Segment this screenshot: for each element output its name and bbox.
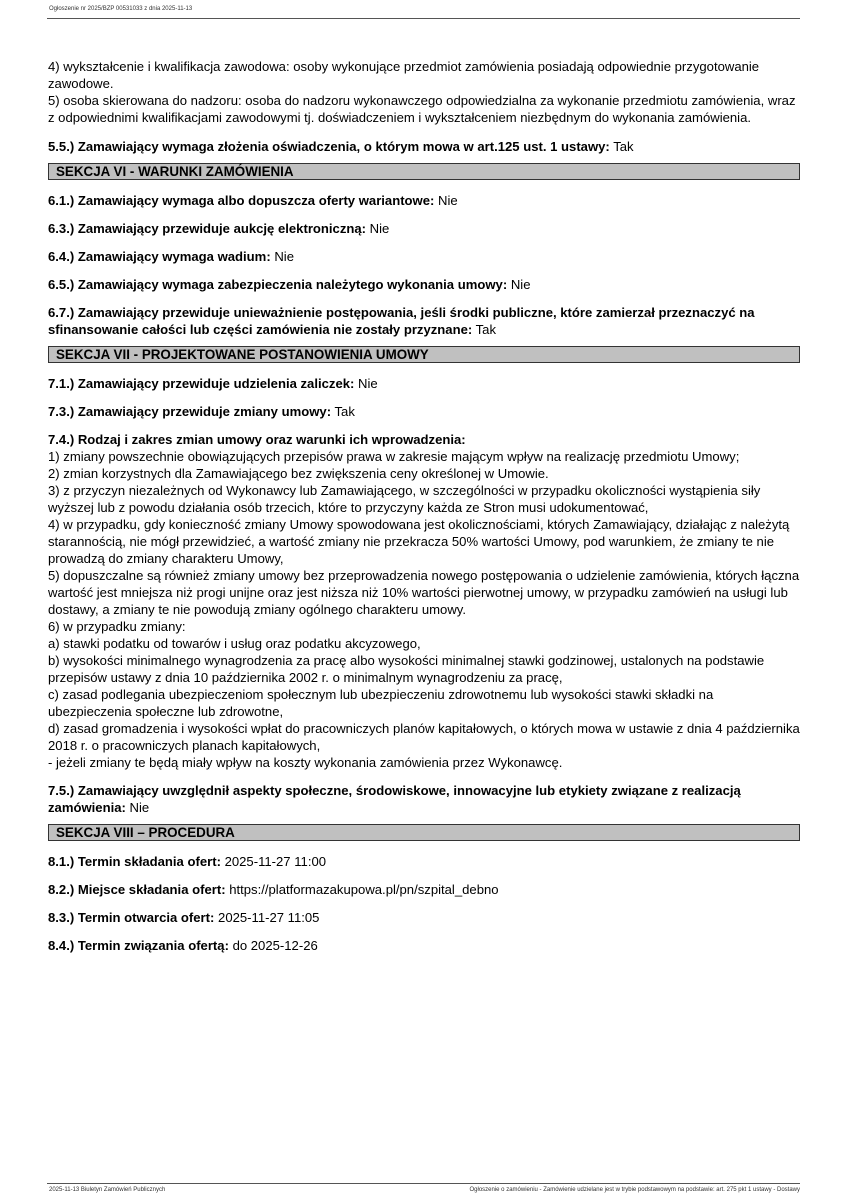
- intro-line: 5) osoba skierowana do nadzoru: osoba do nadzoru wykonawczego odpowiedzialna za wykonanie przedmiotu zamówienia, wraz z odpowiednimi kwalifikacjami zawodowymi tj. doświadczeniem i wykształceniem niezbędnym do wykonania zamówienia.: [48, 93, 796, 125]
- item-8-3: [48, 909, 800, 926]
- intro-line: 4) wykształcenie i kwalifikacja zawodowa: osoby wykonujące przedmiot zamówienia posiadają odpowiednie przygotowanie zawodowe.: [48, 59, 760, 91]
- item-label: 8.2.) Miejsce składania ofert:: [48, 882, 226, 897]
- footer-right-text: Ogłoszenie o zamówieniu - Zamówienie udzielane jest w trybie podstawowym na podstawie: art. 275 pkt 1 ustawy - Dostawy: [469, 1187, 800, 1193]
- change-line: a) stawki podatku od towarów i usług oraz podatku akcyzowego,: [48, 636, 421, 651]
- item-6-7: [48, 304, 800, 338]
- item-label: 7.4.) Rodzaj i zakres zmian umowy oraz warunki ich wprowadzenia:: [48, 432, 466, 447]
- item-label: 5.5.) Zamawiający wymaga złożenia oświadczenia, o którym mowa w art.125 ust. 1 ustawy:: [48, 139, 610, 154]
- change-line: d) zasad gromadzenia i wysokości wpłat do pracowniczych planów kapitałowych, o których mowa w ustawie z dnia 4 października 2018 r. o pracowniczych planach kapitałowych,: [48, 721, 800, 753]
- item-value: Nie: [438, 193, 458, 208]
- item-label: 7.1.) Zamawiający przewiduje udzielenia zaliczek:: [48, 376, 355, 391]
- change-line: 4) w przypadku, gdy konieczność zmiany Umowy spowodowana jest okolicznościami, których Zamawiający, działając z należytą starannością, nie mógł przewidzieć, a wartość zmiany nie przekracza 50% wartości Umowy, pod warunkiem, że zmiany te nie prowadzą do zmiany charakteru Umowy,: [48, 517, 790, 566]
- item-5-5: [48, 138, 800, 155]
- item-label: 8.3.) Termin otwarcia ofert:: [48, 910, 215, 925]
- item-6-4: [48, 248, 800, 265]
- change-line: 5) dopuszczalne są również zmiany umowy bez przeprowadzenia nowego postępowania o udzielenie zamówienia, których łączna wartość jest mniejsza niż progi unijne oraz jest niższa niż 10% wartości pierwotnej umowy, w przypadku zamówień na usługi lub dostawy, a zmiany te nie powodują zmiany ogólnego charakteru umowy.: [48, 568, 800, 617]
- change-line: c) zasad podlegania ubezpieczeniom społecznym lub ubezpieczeniu zdrowotnemu lub wysokości stawki składki na ubezpieczenia społeczne lub zdrowotne,: [48, 687, 714, 719]
- item-label: 6.1.) Zamawiający wymaga albo dopuszcza oferty wariantowe:: [48, 193, 435, 208]
- item-label: 6.4.) Zamawiający wymaga wadium:: [48, 249, 271, 264]
- item-7-4: [48, 431, 800, 771]
- change-line: b) wysokości minimalnego wynagrodzenia za pracę albo wysokości minimalnej stawki godzinowej, ustalonych na podstawie przepisów ustawy z dnia 10 października 2002 r. o minimalnym wynagrodzeniu za pracę,: [48, 653, 765, 685]
- item-value: Tak: [613, 139, 634, 154]
- change-line: 1) zmiany powszechnie obowiązujących przepisów prawa w zakresie mającym wpływ na realizację przedmiotu Umowy;: [48, 449, 740, 464]
- item-value: Tak: [334, 404, 355, 419]
- item-8-2: [48, 881, 800, 898]
- item-value: Nie: [510, 277, 531, 292]
- change-line: - jeżeli zmiany te będą miały wpływ na koszty wykonania zamówienia przez Wykonawcę.: [48, 755, 563, 770]
- item-7-1: [48, 375, 800, 392]
- footer-left-text: 2025-11-13 Biuletyn Zamówień Publicznych: [49, 1187, 166, 1193]
- page-header: Ogłoszenie nr 2025/BZP 00531033 z dnia 2025-11-13: [49, 6, 193, 12]
- item-value: Nie: [129, 800, 150, 815]
- item-8-1: [48, 853, 800, 870]
- item-value: 2025-11-27 11:00: [224, 854, 327, 869]
- change-line: 2) zmian korzystnych dla Zamawiającego bez zwiększenia ceny określonej w Umowie.: [48, 466, 549, 481]
- item-8-4: [48, 937, 800, 954]
- section-viii-header: SEKCJA VIII – PROCEDURA: [48, 824, 800, 841]
- item-label: 8.1.) Termin składania ofert:: [48, 854, 221, 869]
- item-label: 7.5.) Zamawiający uwzględnił aspekty społeczne, środowiskowe, innowacyjne lub etykiety związane z realizacją zamówienia:: [48, 783, 741, 815]
- change-line: 6) w przypadku zmiany:: [48, 619, 186, 634]
- item-value: Nie: [358, 376, 378, 391]
- item-value: Nie: [274, 249, 294, 264]
- item-label: 6.3.) Zamawiający przewiduje aukcję elektroniczną:: [48, 221, 367, 236]
- section-vi-header: SEKCJA VI - WARUNKI ZAMÓWIENIA: [48, 163, 800, 180]
- item-label: 8.4.) Termin związania ofertą:: [48, 938, 229, 953]
- item-value: do 2025-12-26: [232, 938, 318, 953]
- section-vii-header: SEKCJA VII - PROJEKTOWANE POSTANOWIENIA UMOWY: [48, 346, 800, 363]
- header-divider: [47, 18, 800, 19]
- item-7-3: [48, 403, 800, 420]
- document-body: [48, 58, 800, 954]
- item-6-3: [48, 220, 800, 237]
- item-6-1: [48, 192, 800, 209]
- item-value: 2025-11-27 11:05: [218, 910, 320, 925]
- item-6-5: [48, 276, 800, 293]
- change-line: 3) z przyczyn niezależnych od Wykonawcy lub Zamawiającego, w szczególności w przypadku okoliczności wystąpienia siły wyższej lub z powodu działania osób trzecich, które to przyczyny każda ze Stron musi udokumentować,: [48, 483, 761, 515]
- item-label: 6.5.) Zamawiający wymaga zabezpieczenia należytego wykonania umowy:: [48, 277, 508, 292]
- item-7-5: [48, 782, 800, 816]
- footer-divider: [47, 1183, 800, 1184]
- item-label: 7.3.) Zamawiający przewiduje zmiany umowy:: [48, 404, 332, 419]
- submission-url[interactable]: https://platformazakupowa.pl/pn/szpital_debno: [229, 882, 499, 897]
- item-label: 6.7.) Zamawiający przewiduje unieważnienie postępowania, jeśli środki publiczne, które zamierzał przeznaczyć na sfinansowanie całości lub części zamówienia nie zostały przyznane:: [48, 305, 755, 337]
- item-value: Tak: [475, 322, 497, 337]
- item-value: Nie: [369, 221, 390, 236]
